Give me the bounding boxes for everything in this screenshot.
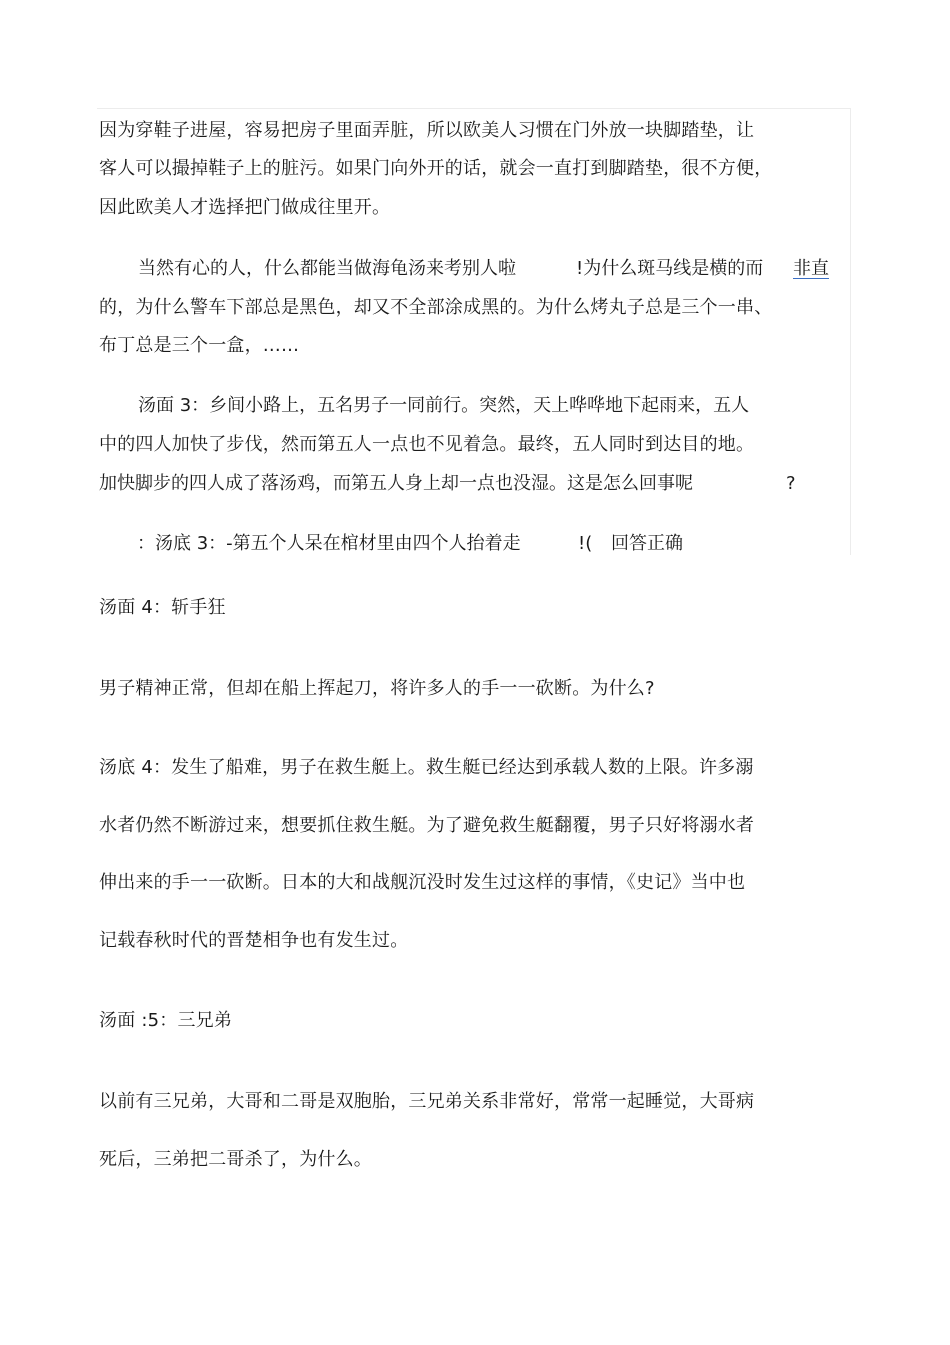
paragraph-line: 加快脚步的四人成了落汤鸡，而第五人身上却一点也没湿。这是怎么回事呢 xyxy=(99,473,693,494)
answer-line: 记载春秋时代的晋楚相争也有发生过。 xyxy=(99,930,409,951)
question-text: 男子精神正常，但却在船上挥起刀，将许多人的手一一砍断。为什么? xyxy=(99,678,655,699)
answer-line: !( xyxy=(578,533,593,554)
section-title: 汤面 4：斩手狂 xyxy=(99,597,226,618)
paragraph-line: 的，为什么警车下部总是黑色，却又不全部涂成黑的。为什么烤丸子总是三个一串、 xyxy=(99,297,773,318)
spellcheck-underlined-text: 非直 xyxy=(793,258,829,279)
answer-line: 水者仍然不断游过来，想要抓住救生艇。为了避免救生艇翻覆，男子只好将溺水者 xyxy=(99,815,755,836)
question-text: 以前有三兄弟，大哥和二哥是双胞胎，三兄弟关系非常好，常常一起睡觉，大哥病 xyxy=(99,1091,755,1112)
paragraph-line: 汤面 3：乡间小路上，五名男子一同前行。突然，天上哗哗地下起雨来，五人 xyxy=(138,395,750,416)
answer-line: 伸出来的手一一砍断。日本的大和战舰沉没时发生过这样的事情，《史记》当中也 xyxy=(99,872,746,893)
paragraph-line: !为什么斑马线是横的而 xyxy=(576,258,764,279)
section-title: 汤面 :5：三兄弟 xyxy=(99,1010,233,1031)
answer-line: 汤底 4：发生了船难，男子在救生艇上。救生艇已经达到承载人数的上限。许多溺 xyxy=(99,757,754,778)
paragraph-line: 因为穿鞋子进屋，容易把房子里面弄脏，所以欧美人习惯在门外放一块脚踏垫，让 xyxy=(99,120,755,141)
paragraph-line: ? xyxy=(786,473,796,494)
paragraph-line: 布丁总是三个一盒，…… xyxy=(99,335,300,356)
answer-line: ：汤底 3：-第五个人呆在棺材里由四个人抬着走 xyxy=(137,533,521,554)
paragraph-line: 中的四人加快了步伐，然而第五人一点也不见着急。最终，五人同时到达目的地。 xyxy=(99,434,755,455)
question-text: 死后，三弟把二哥杀了，为什么。 xyxy=(99,1149,372,1170)
answer-line: 回答正确 xyxy=(611,533,683,554)
paragraph-line: 客人可以撮掉鞋子上的脏污。如果门向外开的话，就会一直打到脚踏垫，很不方便， xyxy=(99,158,773,179)
paragraph-line: 因此欧美人才选择把门做成往里开。 xyxy=(99,197,391,218)
paragraph-line: 当然有心的人，什么都能当做海龟汤来考别人啦 xyxy=(138,258,516,279)
